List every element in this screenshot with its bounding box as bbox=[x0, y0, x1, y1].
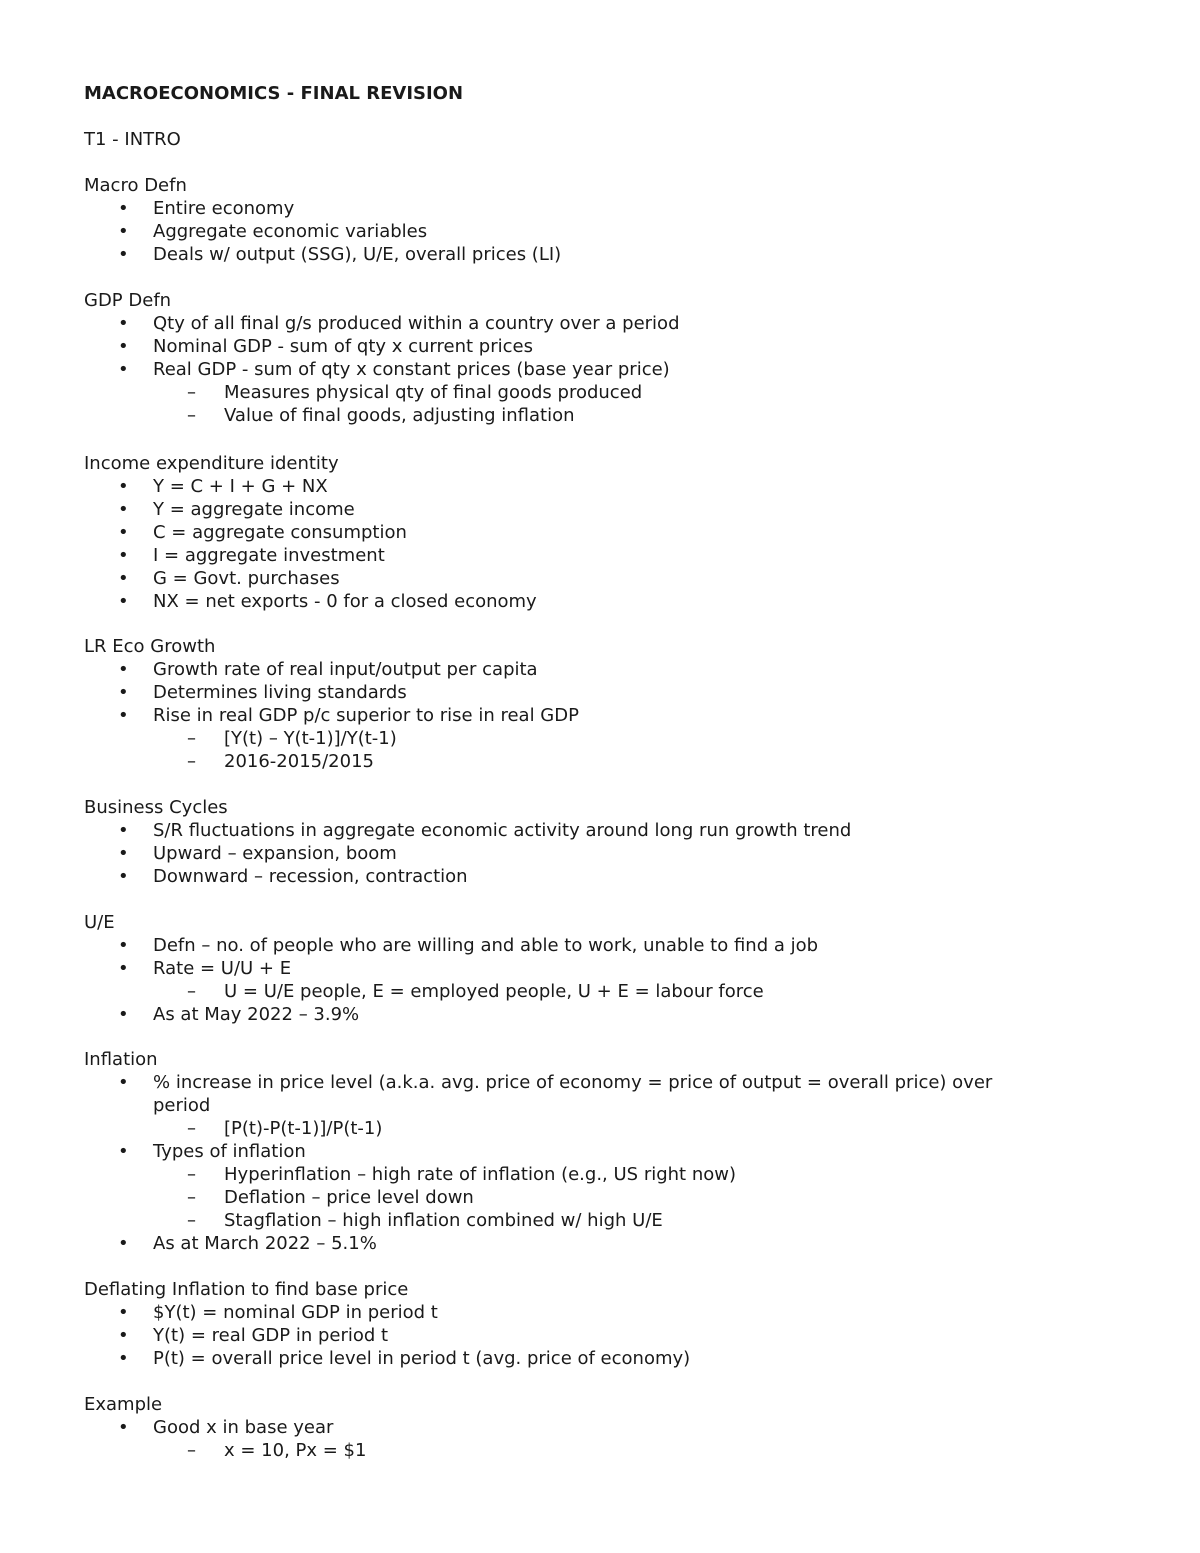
list-item-text: Aggregate economic variables bbox=[153, 221, 428, 242]
sub-list-item-text: [Y(t) – Y(t-1)]/Y(t-1) bbox=[224, 728, 397, 749]
sub-list-item bbox=[153, 1439, 1124, 1462]
list-item-text: $Y(t) = nominal GDP in period t bbox=[153, 1302, 438, 1323]
section-heading: U/E bbox=[84, 912, 115, 933]
section-heading: T1 - INTRO bbox=[84, 129, 181, 150]
list-item-text: Rate = U/U + E bbox=[153, 958, 292, 979]
list-item bbox=[84, 934, 1124, 957]
list-item-text: Entire economy bbox=[153, 198, 295, 219]
sub-list-item-text: Value of final goods, adjusting inflation bbox=[224, 405, 575, 426]
list-item bbox=[84, 312, 1124, 335]
sub-list bbox=[153, 980, 1124, 1003]
bullet-icon: • bbox=[118, 591, 129, 612]
list-item bbox=[84, 358, 1124, 427]
list-item-text: As at May 2022 – 3.9% bbox=[153, 1004, 360, 1025]
list-item bbox=[84, 243, 1124, 266]
list-item bbox=[84, 335, 1124, 358]
sub-list-item-text: Hyperinflation – high rate of inflation (e.g., US right now) bbox=[224, 1164, 736, 1185]
list-item bbox=[84, 865, 1124, 888]
list-item bbox=[84, 567, 1124, 590]
sub-list-item bbox=[153, 1163, 1124, 1186]
list-item-text: Growth rate of real input/output per capita bbox=[153, 659, 538, 680]
bullet-icon: • bbox=[118, 313, 129, 334]
list-item bbox=[84, 1347, 1124, 1370]
list-item bbox=[84, 658, 1124, 681]
section-heading: LR Eco Growth bbox=[84, 636, 216, 657]
section-heading: Inflation bbox=[84, 1049, 158, 1070]
bullet-icon: • bbox=[118, 1417, 129, 1438]
sub-list-item-text: Deflation – price level down bbox=[224, 1187, 474, 1208]
list-item bbox=[84, 1140, 1124, 1232]
sub-list-item bbox=[153, 404, 1124, 427]
dash-icon: – bbox=[187, 1210, 196, 1231]
section-heading: Example bbox=[84, 1394, 163, 1415]
list-item-text: S/R fluctuations in aggregate economic activity around long run growth trend bbox=[153, 820, 852, 841]
bullet-icon: • bbox=[118, 682, 129, 703]
section-business-cycles bbox=[84, 796, 1124, 888]
dash-icon: – bbox=[187, 1164, 196, 1185]
section-heading: Income expenditure identity bbox=[84, 453, 339, 474]
section-lr-eco-growth bbox=[84, 635, 1124, 773]
bullet-list bbox=[84, 197, 1124, 266]
section-macro-defn bbox=[84, 174, 1124, 266]
sub-list-item-text: Measures physical qty of final goods produced bbox=[224, 382, 643, 403]
list-item-text: Downward – recession, contraction bbox=[153, 866, 468, 887]
list-item-text: As at March 2022 – 5.1% bbox=[153, 1233, 377, 1254]
sub-list-item bbox=[153, 381, 1124, 404]
list-item-text: Upward – expansion, boom bbox=[153, 843, 397, 864]
bullet-list bbox=[84, 658, 1124, 773]
section-heading: GDP Defn bbox=[84, 290, 172, 311]
list-item-text: Qty of all final g/s produced within a country over a period bbox=[153, 313, 680, 334]
sub-list-item-text: U = U/E people, E = employed people, U + E = labour force bbox=[224, 981, 764, 1002]
sub-list bbox=[153, 1163, 1124, 1232]
sub-list-item bbox=[153, 1209, 1124, 1232]
bullet-icon: • bbox=[118, 336, 129, 357]
list-item bbox=[84, 1071, 1124, 1140]
dash-icon: – bbox=[187, 1118, 196, 1139]
list-item-text: Determines living standards bbox=[153, 682, 407, 703]
list-item-text: C = aggregate consumption bbox=[153, 522, 407, 543]
section-t1 bbox=[84, 128, 1124, 151]
bullet-icon: • bbox=[118, 476, 129, 497]
list-item-text-continuation: period bbox=[153, 1095, 211, 1116]
bullet-icon: • bbox=[118, 1004, 129, 1025]
bullet-list bbox=[84, 312, 1124, 427]
dash-icon: – bbox=[187, 1440, 196, 1461]
sub-list-item bbox=[153, 1186, 1124, 1209]
sub-list-item bbox=[153, 750, 1124, 773]
list-item-text: Y(t) = real GDP in period t bbox=[153, 1325, 389, 1346]
bullet-icon: • bbox=[118, 1233, 129, 1254]
bullet-icon: • bbox=[118, 820, 129, 841]
sub-list-item-text: 2016-2015/2015 bbox=[224, 751, 374, 772]
sub-list-item bbox=[153, 727, 1124, 750]
list-item-text: P(t) = overall price level in period t (avg. price of economy) bbox=[153, 1348, 691, 1369]
bullet-icon: • bbox=[118, 1072, 129, 1093]
bullet-icon: • bbox=[118, 1141, 129, 1162]
document-title: MACROECONOMICS - FINAL REVISION bbox=[84, 83, 464, 104]
list-item bbox=[84, 544, 1124, 567]
dash-icon: – bbox=[187, 1187, 196, 1208]
list-item-text: Nominal GDP - sum of qty x current prices bbox=[153, 336, 533, 357]
list-item bbox=[84, 1301, 1124, 1324]
bullet-icon: • bbox=[118, 221, 129, 242]
bullet-icon: • bbox=[118, 198, 129, 219]
section-example bbox=[84, 1393, 1124, 1462]
sub-list bbox=[153, 381, 1124, 427]
list-item bbox=[84, 475, 1124, 498]
bullet-icon: • bbox=[118, 1302, 129, 1323]
bullet-icon: • bbox=[118, 244, 129, 265]
section-gdp-defn bbox=[84, 289, 1124, 427]
bullet-list bbox=[84, 819, 1124, 888]
list-item bbox=[84, 842, 1124, 865]
list-item-text: G = Govt. purchases bbox=[153, 568, 340, 589]
section-income-identity bbox=[84, 452, 1124, 613]
bullet-icon: • bbox=[118, 522, 129, 543]
list-item-text: NX = net exports - 0 for a closed economy bbox=[153, 591, 537, 612]
list-item-text: Types of inflation bbox=[153, 1141, 306, 1162]
sub-list-item-text: x = 10, Px = $1 bbox=[224, 1440, 367, 1461]
bullet-icon: • bbox=[118, 866, 129, 887]
bullet-list bbox=[84, 475, 1124, 613]
dash-icon: – bbox=[187, 382, 196, 403]
sub-list bbox=[153, 727, 1124, 773]
section-unemployment bbox=[84, 911, 1124, 1026]
sub-list-item bbox=[153, 1117, 1124, 1140]
list-item bbox=[84, 220, 1124, 243]
sub-list-item-text: Stagflation – high inflation combined w/ high U/E bbox=[224, 1210, 663, 1231]
bullet-icon: • bbox=[118, 1348, 129, 1369]
sub-list bbox=[153, 1439, 1124, 1462]
sub-list-item-text: [P(t)-P(t-1)]/P(t-1) bbox=[224, 1118, 383, 1139]
list-item-text: Rise in real GDP p/c superior to rise in real GDP bbox=[153, 705, 579, 726]
bullet-icon: • bbox=[118, 499, 129, 520]
list-item bbox=[84, 590, 1124, 613]
list-item-text: Deals w/ output (SSG), U/E, overall prices (LI) bbox=[153, 244, 562, 265]
section-inflation bbox=[84, 1048, 1124, 1255]
list-item bbox=[84, 1324, 1124, 1347]
dash-icon: – bbox=[187, 751, 196, 772]
list-item bbox=[84, 819, 1124, 842]
list-item-text: Good x in base year bbox=[153, 1417, 334, 1438]
bullet-icon: • bbox=[118, 1325, 129, 1346]
list-item bbox=[84, 498, 1124, 521]
bullet-icon: • bbox=[118, 545, 129, 566]
sub-list-item bbox=[153, 980, 1124, 1003]
bullet-list bbox=[84, 1416, 1124, 1462]
bullet-icon: • bbox=[118, 705, 129, 726]
list-item bbox=[84, 704, 1124, 773]
list-item-text: % increase in price level (a.k.a. avg. price of economy = price of output = overall price) over bbox=[153, 1072, 993, 1093]
list-item bbox=[84, 1232, 1124, 1255]
list-item bbox=[84, 521, 1124, 544]
bullet-list bbox=[84, 934, 1124, 1026]
document-page bbox=[84, 82, 1124, 1462]
bullet-icon: • bbox=[118, 935, 129, 956]
list-item-text: Real GDP - sum of qty x constant prices (base year price) bbox=[153, 359, 670, 380]
bullet-icon: • bbox=[118, 659, 129, 680]
section-heading: Business Cycles bbox=[84, 797, 228, 818]
list-item bbox=[84, 1416, 1124, 1462]
section-deflating-inflation bbox=[84, 1278, 1124, 1370]
list-item bbox=[84, 957, 1124, 1003]
list-item bbox=[84, 1003, 1124, 1026]
list-item-text: Y = aggregate income bbox=[153, 499, 355, 520]
section-heading: Deflating Inflation to find base price bbox=[84, 1279, 409, 1300]
dash-icon: – bbox=[187, 728, 196, 749]
bullet-icon: • bbox=[118, 568, 129, 589]
list-item-text: I = aggregate investment bbox=[153, 545, 385, 566]
list-item-text: Y = C + I + G + NX bbox=[153, 476, 328, 497]
bullet-icon: • bbox=[118, 359, 129, 380]
section-heading: Macro Defn bbox=[84, 175, 187, 196]
bullet-icon: • bbox=[118, 843, 129, 864]
list-item-text: Defn – no. of people who are willing and able to work, unable to find a job bbox=[153, 935, 819, 956]
dash-icon: – bbox=[187, 405, 196, 426]
list-item bbox=[84, 681, 1124, 704]
dash-icon: – bbox=[187, 981, 196, 1002]
list-item bbox=[84, 197, 1124, 220]
bullet-list bbox=[84, 1301, 1124, 1370]
bullet-list bbox=[84, 1071, 1124, 1255]
sub-list bbox=[153, 1117, 1124, 1140]
bullet-icon: • bbox=[118, 958, 129, 979]
